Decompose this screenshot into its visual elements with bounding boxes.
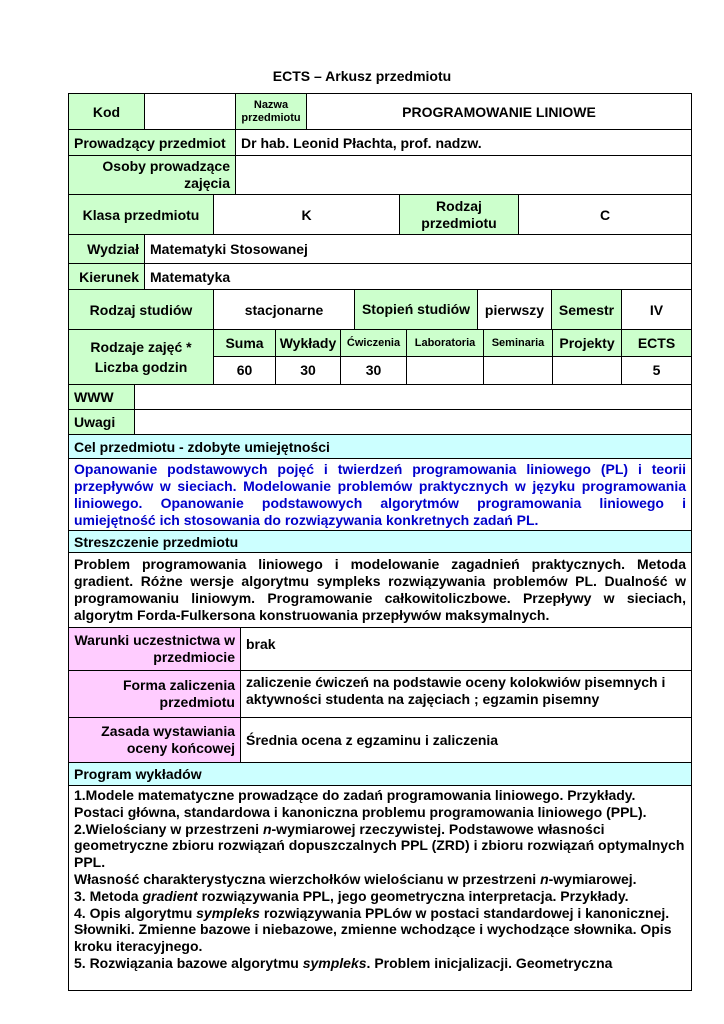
lecture-4 [74,905,686,922]
www-value [135,385,692,409]
suma-value: 60 [236,362,253,378]
lecture-3-part-a: 3. Metoda [74,887,143,904]
col-cwiczenia [341,330,407,384]
streszczenie-cell [69,553,692,627]
zasada-value: Średnia ocena z egzaminu i zaliczenia [241,718,692,762]
rodzaj-przedmiotu-value: C [519,195,692,234]
lecture-2c-part-a: Własność charakterystyczna wierzchołków wielościanu w przestrzeni [74,870,541,887]
row-streszczenie-header [69,531,692,553]
forma-label: Forma zaliczenia przedmiotu [69,671,241,717]
lecture-2c-part-b: -wymiarowej. [548,870,637,887]
row-program-header [69,763,692,786]
wyklady-label: Wykłady [276,330,340,357]
row-hours [69,330,692,385]
forma-value: zaliczenie ćwiczeń na podstawie oceny kolokwiów pisemnych i aktywności studenta na zajęciach ; egzamin pisemny [241,671,692,717]
cel-label: Cel przedmiotu - zdobyte umiejętności [69,435,692,458]
row-osoby [69,156,692,195]
lecture-1a: 1.Modele matematyczne prowadzące do zadań programowania liniowego. Przykłady. [74,787,636,803]
col-seminaria [484,330,553,384]
row-rodzaj-studiow [69,290,692,330]
row-klasa [69,195,692,235]
row-uwagi [69,410,692,435]
streszczenie-text: Problem programowania liniowego i modelowanie zagadnień praktycznych. Metoda gradient. Różne wersje algorytmu sympleks rozwiązywania problemów PL. Dualność w programowaniu liniowym. Programowanie całkowitoliczbowe. Przepływy w sieciach, algorytm Forda-Fulkersona konstruowania przepływów maksymalnych. [74,556,686,623]
lecture-3-part-b: rozwiązywania PPL, jego geometryczna interpretacja. Przykłady. [197,887,629,904]
lecture-3-italic: gradient [142,887,198,904]
rodzaj-studiow-label: Rodzaj studiów [69,290,214,329]
lecture-4-part-b: rozwiązywania PPLów w postaci standardowej i kanonicznej. [259,904,670,921]
uwagi-value [135,410,692,434]
klasa-value: K [214,195,400,234]
lecture-2 [74,821,686,871]
warunki-value: brak [241,628,692,670]
hours-labels [69,330,214,384]
kierunek-label: Kierunek [69,264,145,289]
cel-text: Opanowanie podstawowych pojęć i twierdzeń programowania liniowego (PL) i teorii przepływów w sieciach. Modelowanie problemów praktycznych w języku programowania liniowego. Opanowanie podstawowych algorytmów programowania liniowego i umiejętność ich stosowania do rozwiązywania konkretnych zadań PL. [74,460,686,528]
row-lectures [69,786,692,991]
lecture-2c-n: n [540,870,549,887]
page-title: ECTS – Arkusz przedmiotu [272,68,452,84]
lecture-2-part-a: 2.Wielościany w przestrzeni [74,820,263,837]
lecture-5 [74,955,686,972]
row-cel-text [69,459,692,531]
wydzial-label: Wydział [69,235,145,263]
cwiczenia-value: 30 [365,362,382,378]
semestr-label: Semestr [552,290,622,329]
warunki-label: Warunki uczestnictwa w przedmiocie [69,628,241,670]
liczba-godzin-label: Liczba godzin [94,359,188,375]
lecture-4c: Słowniki. Zmienne bazowe i niebazowe, zmienne wchodzące i wychodzące słownika. Opis kroku iteracyjnego. [74,921,672,955]
nazwa-value: PROGRAMOWANIE LINIOWE [307,94,692,129]
seminaria-value [484,357,552,383]
streszczenie-label: Streszczenie przedmiotu [69,531,692,552]
klasa-label: Klasa przedmiotu [69,195,214,234]
lectures-cell [69,786,692,990]
lecture-4-part-a: 4. Opis algorytmu [74,904,197,921]
osoby-label: Osoby prowadzące zajęcia [69,156,236,194]
rodzaj-studiow-value: stacjonarne [214,290,355,329]
lecture-3 [74,888,686,905]
row-streszczenie-text [69,553,692,628]
laboratoria-value [407,357,483,383]
wydzial-value: Matematyki Stosowanej [145,235,692,263]
projekty-label: Projekty [553,330,621,357]
program-label: Program wykładów [69,763,692,785]
row-www [69,385,692,410]
www-label: WWW [69,385,135,409]
kod-label: Kod [69,94,145,129]
lecture-5-part-b: . Problem inicjalizacji. Geometryczna [366,954,613,971]
uwagi-label: Uwagi [69,410,135,434]
rodzaj-przedmiotu-label: Rodzaj przedmiotu [400,195,519,234]
col-ects [622,330,692,384]
cel-cell [69,459,692,530]
ects-label: ECTS [622,330,691,357]
seminaria-label: Seminaria [484,330,552,357]
lecture-1b: Postaci główna, standardowa i kanoniczna problemu programowania liniowego (PPL). [74,803,647,820]
lecture-4-italic: sympleks [196,904,260,921]
col-suma [214,330,276,384]
lecture-2-part-b: -wymiarowej rzeczywistej. Podstawowe własności geometryczne zbioru rozwiązań dopuszczalnych PPL (ZRD) i zbioru rozwiązań optymalnych PPL. [74,820,685,871]
ects-value: 5 [652,362,661,378]
kierunek-value: Matematyka [145,264,692,289]
row-forma [69,671,692,718]
ects-table [68,93,692,991]
kod-value [145,94,236,129]
col-projekty [553,330,622,384]
prowadzacy-value: Dr hab. Leonid Płachta, prof. nadzw. [236,130,692,155]
lecture-2c [74,871,686,888]
lecture-2-n: n [262,820,272,837]
stopien-label: Stopień studiów [355,290,478,329]
laboratoria-label: Laboratoria [407,330,483,357]
wyklady-value: 30 [300,362,316,378]
row-prowadzacy [69,130,692,156]
prowadzacy-label: Prowadzący przedmiot [69,130,236,155]
projekty-value [553,357,621,383]
row-warunki [69,628,692,671]
stopien-value: pierwszy [478,290,552,329]
col-laboratoria [407,330,484,384]
row-cel-header [69,435,692,459]
zasada-label: Zasada wystawiania oceny końcowej [69,718,241,762]
osoby-value [236,156,692,194]
suma-label: Suma [214,330,275,357]
lecture-5-italic: sympleks [302,954,367,971]
cwiczenia-label: Ćwiczenia [341,330,406,357]
col-wyklady [276,330,341,384]
rodzaje-zajec-label: Rodzaje zajęć * [90,339,192,355]
lecture-5-part-a: 5. Rozwiązania bazowe algorytmu [74,954,303,971]
row-kierunek [69,264,692,290]
nazwa-label: Nazwa przedmiotu [236,94,307,129]
row-kod [69,94,692,130]
semestr-value: IV [622,290,692,329]
row-wydzial [69,235,692,264]
row-zasada [69,718,692,763]
